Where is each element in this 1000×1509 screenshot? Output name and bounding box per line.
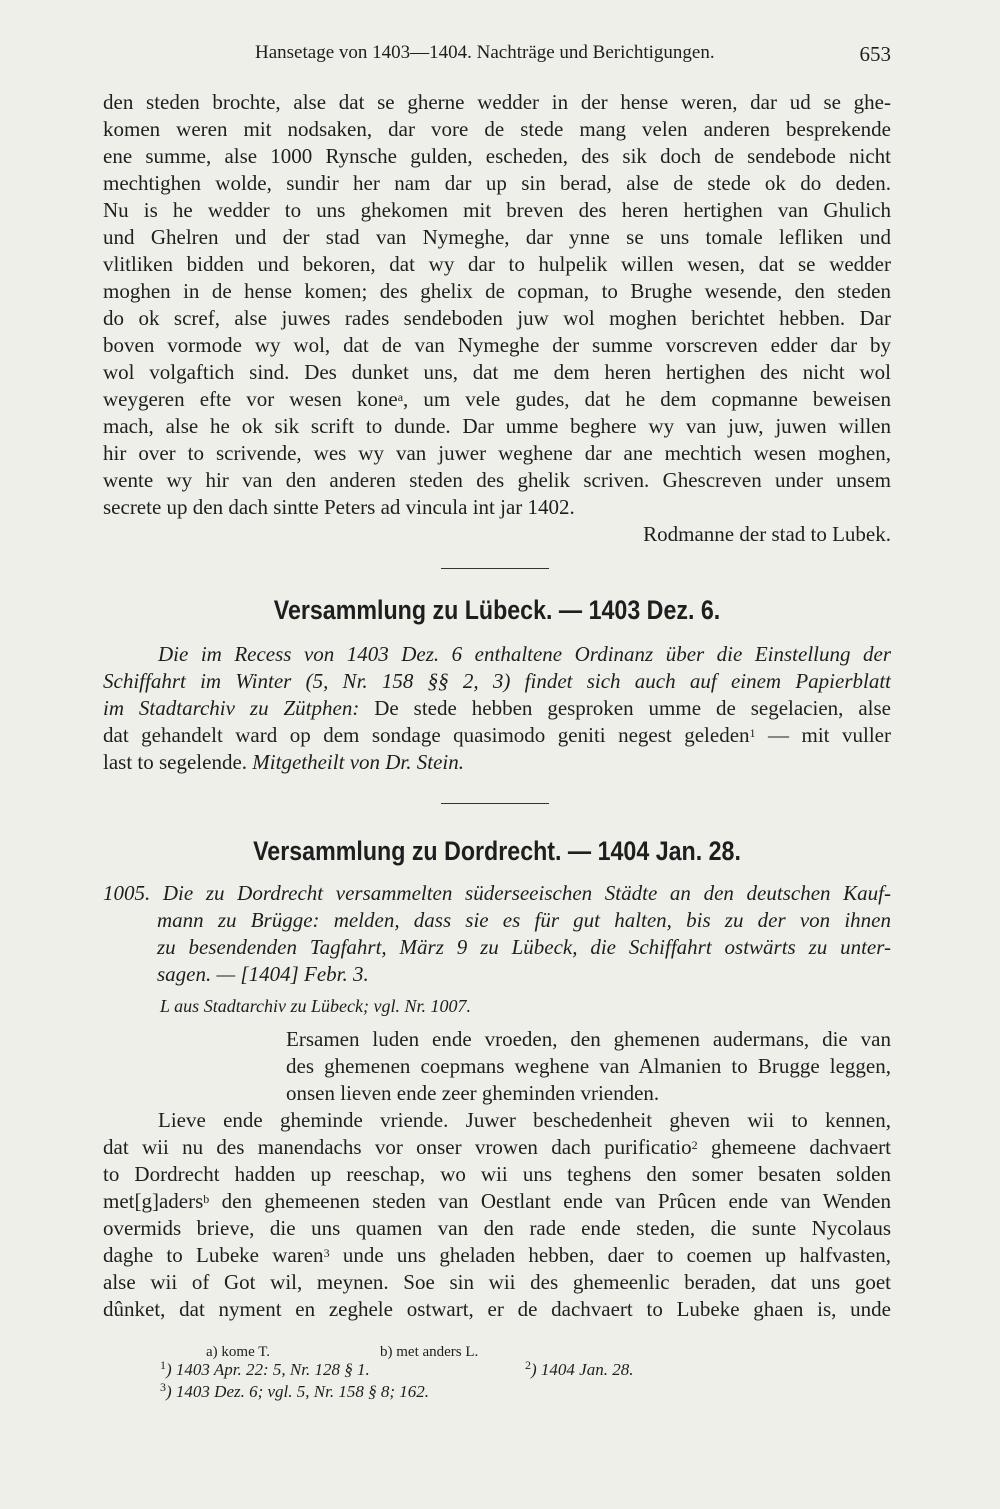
text-run: , um vele gudes, dat he dem copmanne beweisen: [403, 387, 891, 411]
page-number: 653: [859, 42, 891, 66]
text-run: im Stadtarchiv zu Zütphen:: [103, 696, 360, 720]
running-header: [103, 42, 891, 76]
text-line: alse wii of Got wil, meynen. Soe sin wii des ghemeenlic beraden, dat uns goet: [103, 1270, 891, 1294]
text-line: do ok scref, alse juwes rades sendeboden juw wol moghen berichtet hebben. Dar: [103, 306, 891, 330]
text-line: wente wy hir van den anderen steden des ghelik scriven. Ghescreven under unsem: [103, 468, 891, 492]
text-run: dat wii nu des manendachs vor onser vrowen dach purificatio: [103, 1135, 692, 1159]
text-line: to Dordrecht hadden up reeschap, wo wii uns teghens den somer besaten solden: [103, 1162, 891, 1186]
text-line: Lieve ende gheminde vriende. Juwer beschedenheit gheven wii to kennen,: [158, 1108, 891, 1132]
text-run: De stede hebben gesproken umme de segelacien, alse: [359, 696, 891, 720]
section-divider: [441, 568, 549, 569]
letter-address: [286, 1026, 891, 1107]
regest-line: mann zu Brügge: melden, dass sie es für gut halten, bis zu der von ihnen: [157, 908, 891, 932]
regest-line: zu besendenden Tagfahrt, März 9 zu Lübeck, die Schiffahrt ostwärts zu unter-: [157, 935, 891, 959]
text-line: hir over to scrivende, wes wy van juwer weghene dar ane mechtich wesen moghen,: [103, 441, 891, 465]
text-run: met[g]aders: [103, 1189, 204, 1213]
section-luebeck-text: [103, 641, 891, 776]
footnote-b: b) met anders L.: [380, 1344, 479, 1360]
footnote-number: 1: [160, 1358, 166, 1372]
text-line: [103, 1242, 891, 1269]
footnote-2: [525, 1360, 633, 1380]
letter-continuation: [103, 89, 891, 548]
text-line: mach, alse he ok sik scrift to dunde. Dar umme beghere wy van juw, juwen willen: [103, 414, 891, 438]
running-title: Hansetage von 1403—1404. Nachträge und Berichtigungen.: [255, 42, 715, 63]
letter-body: [103, 1107, 891, 1323]
footnote-text: ) 1403 Dez. 6; vgl. 5, Nr. 158 § 8; 162.: [166, 1382, 430, 1401]
address-line: Ersamen luden ende vroeden, den ghemenen audermans, die van: [286, 1027, 891, 1051]
text-run: Schiffahrt im Winter (5, Nr. 158 §§ 2, 3) findet sich auch auf einem Papierblatt: [103, 669, 891, 693]
text-line: secrete up den dach sintte Peters ad vincula int jar 1402.: [103, 495, 575, 519]
text-line: overmids brieve, die uns quamen van den rade ende steden, die sunte Nycolaus: [103, 1216, 891, 1240]
text-line: [103, 749, 891, 776]
text-run: — mit vuller: [755, 723, 891, 747]
section-heading-dordrecht: Versammlung zu Dordrecht. — 1404 Jan. 28.: [253, 836, 741, 866]
source-note: L aus Stadtarchiv zu Lübeck; vgl. Nr. 1007.: [160, 996, 471, 1016]
text-line: [103, 386, 891, 413]
text-line: mechtighen wolde, sundir her nam dar up sin berad, alse de stede ok do deden.: [103, 171, 891, 195]
text-line: [103, 668, 891, 695]
section-heading-luebeck: Versammlung zu Lübeck. — 1403 Dez. 6.: [273, 595, 721, 625]
text-line: [103, 1134, 891, 1161]
footnote-text: ) 1403 Apr. 22: 5, Nr. 128 § 1.: [166, 1360, 370, 1379]
text-line: [103, 641, 891, 668]
text-line: komen weren mit nodsaken, dar vore de stede mang velen anderen besprekende: [103, 117, 891, 141]
text-line: [103, 695, 891, 722]
footnote-1: [160, 1360, 370, 1380]
regest-line: sagen. — [1404] Febr. 3.: [157, 962, 369, 986]
text-line: dûnket, dat nyment en zeghele ostwart, er de dachvaert to Lubeke ghaen is, unde: [103, 1297, 891, 1321]
footnote-3: [160, 1382, 429, 1402]
text-line: boven vormode wy wol, dat de van Nymeghe der summe vorscreven edder dar by: [103, 333, 891, 357]
text-line: ene summe, alse 1000 Rynsche gulden, escheden, des sik doch de sendebode nicht: [103, 144, 891, 168]
text-line: wol volgaftich sind. Des dunket uns, dat me dem heren hertighen des nicht wol: [103, 360, 891, 384]
footnote-marker: 2: [691, 1138, 698, 1152]
text-line: [103, 1188, 891, 1215]
text-run: den ghemeenen steden van Oestlant ende van Prûcen ende van Wenden: [209, 1189, 891, 1213]
footnote-a: a) kome T.: [206, 1344, 271, 1360]
text-run: dat gehandelt ward op dem sondage quasimodo geniti negest geleden: [103, 723, 750, 747]
text-run: last to segelende.: [103, 750, 253, 774]
text-line: Nu is he wedder to uns ghekomen mit breven des heren hertighen van Ghulich: [103, 198, 891, 222]
address-line: des ghemenen coepmans weghene van Almanien to Brugge leggen,: [286, 1054, 891, 1078]
text-line: [103, 722, 891, 749]
regest-line: 1005. Die zu Dordrecht versammelten süderseeischen Städte an den deutschen Kauf-: [103, 881, 891, 905]
footnote-number: 3: [160, 1380, 166, 1394]
footnote-marker: 1: [749, 726, 756, 740]
footnote-marker: 3: [323, 1246, 330, 1260]
text-run: ghemeene dachvaert: [697, 1135, 891, 1159]
footnote-text: ) 1404 Jan. 28.: [531, 1360, 634, 1379]
address-line: onsen lieven ende zeer gheminden vrienden.: [286, 1081, 660, 1105]
regest: [103, 880, 891, 988]
text-line: und Ghelren und der stad van Nymeghe, dar ynne se uns tomale lefliken und: [103, 225, 891, 249]
text-run: Mitgetheilt von Dr. Stein.: [252, 750, 465, 774]
footnote-marker: b: [203, 1192, 210, 1206]
text-run: daghe to Lubeke waren: [103, 1243, 324, 1267]
text-run: unde uns gheladen hebben, daer to coemen up halfvasten,: [329, 1243, 891, 1267]
footnote-number: 2: [525, 1358, 531, 1372]
text-line: den steden brochte, alse dat se gherne wedder in der hense weren, dar ud se ghe-: [103, 90, 891, 114]
section-divider: [441, 803, 549, 804]
text-run: weygeren efte vor wesen kone: [103, 387, 398, 411]
text-run: Die im Recess von 1403 Dez. 6 enthaltene Ordinanz über die Einstellung der: [158, 642, 891, 666]
signature: Rodmanne der stad to Lubek.: [643, 522, 891, 546]
text-line: vlitliken bidden und bekoren, dat wy dar to hulpelik willen wesen, dat se wedder: [103, 252, 891, 276]
footnote-marker: a: [397, 390, 404, 404]
text-line: moghen in de hense komen; des ghelix de copman, to Brughe wesende, den steden: [103, 279, 891, 303]
